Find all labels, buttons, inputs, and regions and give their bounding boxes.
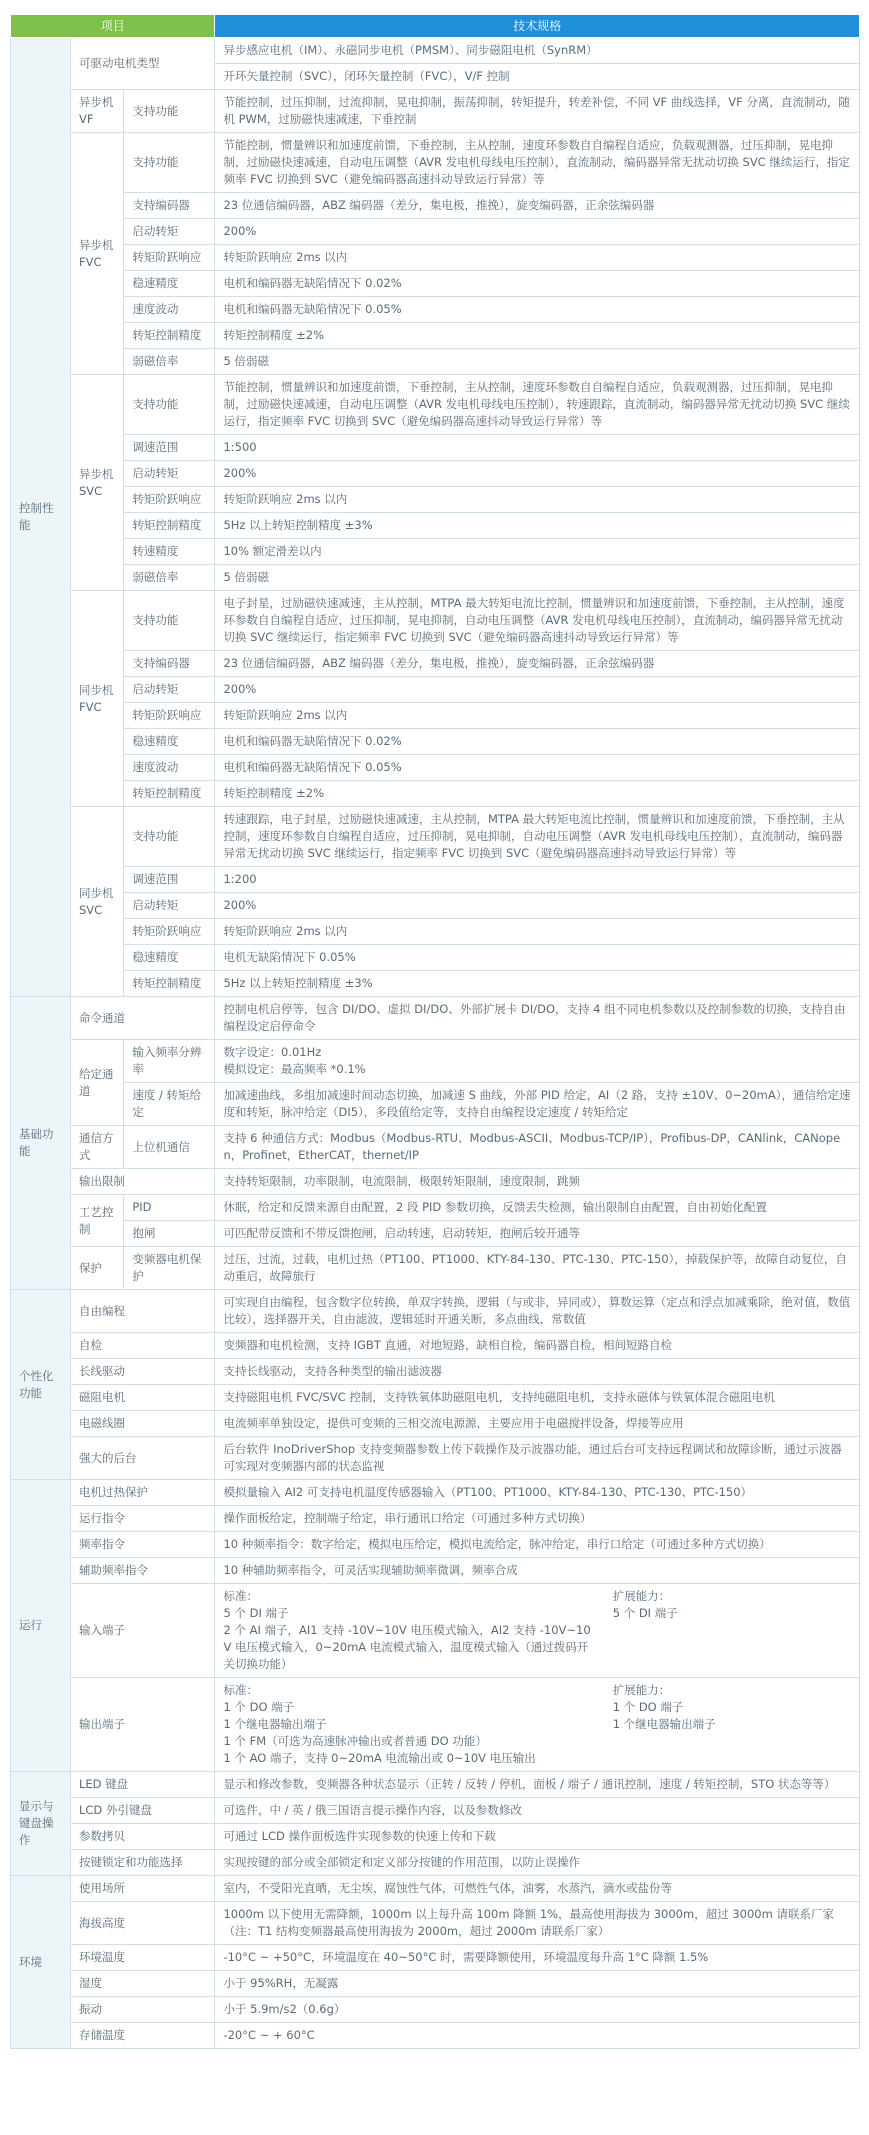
table-row: [11, 271, 860, 297]
table-header-row: [11, 15, 860, 38]
item-label: 稳速精度: [124, 729, 215, 755]
table-row: [11, 1333, 860, 1359]
item-label: 存储温度: [71, 2023, 215, 2049]
table-row: [11, 1411, 860, 1437]
item-value: -20°C ~ + 60°C: [215, 2023, 860, 2049]
item-value: 电子封星，过励磁快速减速，主从控制，MTPA 最大转矩电流比控制，惯量辨识和加速度前馈，下垂控制，主从控制，速度环参数自自编程自适应，过压抑制，晃电抑制，自动电压调整（AVR 发电机母线电压控制），直流制动，编码器异常无扰动切换 SVC 继续运行，指定频率 FVC 切换到 SVC（避免编码器高速抖动导致运行异常）等: [215, 591, 860, 651]
sub-group-label: 异步机 FVC: [71, 133, 124, 375]
item-value: 数字设定：0.01Hz 模拟设定：最高频率 *0.1%: [215, 1040, 860, 1083]
terminal-cell: [215, 1678, 859, 1771]
item-value: 过压，过流，过载，电机过热（PT100、PT1000、KTY-84-130、PTC-130、PTC-150），掉载保护等，故障自动复位，自动重启，故障旅行: [215, 1247, 860, 1290]
sub-group-label: 同步机 FVC: [71, 591, 124, 807]
item-label: 湿度: [71, 1971, 215, 1997]
item-label: 转矩阶跃响应: [124, 703, 215, 729]
table-row: [11, 1772, 860, 1798]
item-value: 支持磁阻电机 FVC/SVC 控制，支持铁氧体助磁阻电机，支持纯磁阻电机，支持永磁体与铁氧体混合磁阻电机: [215, 1385, 860, 1411]
item-label: 上位机通信: [124, 1126, 215, 1169]
item-label: LCD 外引键盘: [71, 1798, 215, 1824]
item-value: 5Hz 以上转矩控制精度 ±3%: [215, 513, 860, 539]
table-row: [11, 703, 860, 729]
table-row: [11, 38, 860, 64]
item-label: 参数拷贝: [71, 1824, 215, 1850]
table-row: [11, 1506, 860, 1532]
item-value: 模拟量输入 AI2 可支持电机温度传感器输入（PT100、PT1000、KTY-84-130、PTC-130、PTC-150）: [215, 1480, 860, 1506]
item-value: 电机和编码器无缺陷情况下 0.05%: [215, 297, 860, 323]
table-row: [11, 1040, 860, 1083]
table-row: [11, 893, 860, 919]
table-row: [11, 1850, 860, 1876]
table-row: [11, 2023, 860, 2049]
item-value: [215, 1584, 860, 1678]
item-value: 小于 5.9m/s2（0.6g）: [215, 1997, 860, 2023]
table-row: [11, 919, 860, 945]
item-value: 休眠，给定和反馈来源自由配置，2 段 PID 参数切换，反馈丢失检测，输出限制自由配置，自由初始化配置: [215, 1195, 860, 1221]
table-row: [11, 1126, 860, 1169]
item-label: 支持功能: [124, 591, 215, 651]
item-label: 稳速精度: [124, 945, 215, 971]
table-row: [11, 1083, 860, 1126]
table-row: [11, 1678, 860, 1772]
table-row: [11, 435, 860, 461]
extended-terminals: 扩展能力： 5 个 DI 端子: [612, 1589, 678, 1620]
item-label: 磁阻电机: [71, 1385, 215, 1411]
table-row: [11, 591, 860, 651]
table-row: [11, 1359, 860, 1385]
item-label: 弱磁倍率: [124, 565, 215, 591]
item-value: [215, 1678, 860, 1772]
table-row: [11, 245, 860, 271]
item-label: 支持功能: [124, 133, 215, 193]
item-label: 电机过热保护: [71, 1480, 215, 1506]
table-row: [11, 1824, 860, 1850]
table-row: [11, 755, 860, 781]
spec-body: [11, 38, 860, 2049]
item-value: 支持 6 种通信方式：Modbus（Modbus-RTU、Modbus-ASCII、Modbus-TCP/IP），Profibus-DP，CANlink，CANopen，Profinet，EtherCAT，thernet/IP: [215, 1126, 860, 1169]
group-label: 个性化功能: [11, 1290, 71, 1480]
group-label: 运行: [11, 1480, 71, 1772]
item-value: 转速跟踪，电子封星，过励磁快速减速，主从控制，MTPA 最大转矩电流比控制，惯量辨识和加速度前馈，下垂控制，主从控制，速度环参数自自编程自适应，过压抑制，晃电抑制，自动电压调整（AVR 发电机母线电压控制），直流制动，编码器异常无扰动切换 SVC 继续运行，指定频率 FVC 切换到 SVC（避免编码器高速抖动导致运行异常）等: [215, 807, 860, 867]
item-value: 可选件，中 / 英 / 俄三国语言提示操作内容，以及参数修改: [215, 1798, 860, 1824]
item-value: 电机和编码器无缺陷情况下 0.02%: [215, 729, 860, 755]
item-value: 1:200: [215, 867, 860, 893]
item-value: 室内，不受阳光直晒，无尘埃，腐蚀性气体，可燃性气体，油雾，水蒸汽，滴水或盐份等: [215, 1876, 860, 1902]
item-value: 转矩阶跃响应 2ms 以内: [215, 703, 860, 729]
item-value: 支持长线驱动，支持各种类型的输出滤波器: [215, 1359, 860, 1385]
table-row: [11, 539, 860, 565]
item-value: 后台软件 InoDriverShop 支持变频器参数上传下载操作及示波器功能，通过后台可支持远程调试和故障诊断，通过示波器可实现对变频器内部的状态监视: [215, 1437, 860, 1480]
table-row: [11, 1480, 860, 1506]
group-label: 显示与键盘操作: [11, 1772, 71, 1876]
item-value: 节能控制，过压抑制，过流抑制，晃电抑制，振荡抑制，转矩提升，转差补偿，不同 VF 曲线选择，VF 分离，直流制动，随机 PWM，过励磁快速减速，下垂控制: [215, 90, 860, 133]
table-row: [11, 1997, 860, 2023]
standard-terminals: 标准： 1 个 DO 端子 1 个继电器输出端子 1 个 FM（可选为高速脉冲输出或者普通 DO 功能） 1 个 AO 端子，支持 0~20mA 电流输出或 0~10V 电压输出: [223, 1683, 536, 1765]
table-row: [11, 1437, 860, 1480]
table-row: [11, 807, 860, 867]
item-value: 实现按键的部分或全部锁定和定义部分按键的作用范围，以防止误操作: [215, 1850, 860, 1876]
item-label: 自由编程: [71, 1290, 215, 1333]
item-value: 支持转矩限制，功率限制，电流限制，极限转矩限制，速度限制，跳频: [215, 1169, 860, 1195]
table-row: [11, 677, 860, 703]
item-value: 200%: [215, 677, 860, 703]
item-label: 输出限制: [71, 1169, 215, 1195]
item-value: 23 位通信编码器，ABZ 编码器（差分，集电极，推挽），旋变编码器，正余弦编码器: [215, 193, 860, 219]
item-value: 200%: [215, 893, 860, 919]
item-value: 开环矢量控制（SVC），闭环矢量控制（FVC），V/F 控制: [215, 64, 860, 90]
item-label: 启动转矩: [124, 461, 215, 487]
item-value: 转矩阶跃响应 2ms 以内: [215, 919, 860, 945]
item-value: 200%: [215, 461, 860, 487]
table-row: [11, 1385, 860, 1411]
sub-group-label: 给定通道: [71, 1040, 124, 1126]
table-row: [11, 1902, 860, 1945]
item-value: 转矩控制精度 ±2%: [215, 781, 860, 807]
item-value: 10 种频率指令：数字给定，模拟电压给定，模拟电流给定，脉冲给定，串行口给定（可通过多种方式切换）: [215, 1532, 860, 1558]
terminal-cell: [215, 1584, 859, 1677]
item-label: 转矩控制精度: [124, 513, 215, 539]
table-row: [11, 1247, 860, 1290]
item-value: 电机和编码器无缺陷情况下 0.05%: [215, 755, 860, 781]
sub-group-label: 通信方式: [71, 1126, 124, 1169]
item-value: 电机无缺陷情况下 0.05%: [215, 945, 860, 971]
item-label: 启动转矩: [124, 893, 215, 919]
item-value: 10 种辅助频率指令，可灵活实现辅助频率微调，频率合成: [215, 1558, 860, 1584]
item-value: 5 倍弱磁: [215, 565, 860, 591]
item-value: 节能控制，惯量辨识和加速度前馈，下垂控制，主从控制，速度环参数自自编程自适应，负载观测器，过压抑制，晃电抑制，过励磁快速减速，自动电压调整（AVR 发电机母线电压控制），直流制动，编码器异常无扰动切换 SVC 继续运行，指定频率 FVC 切换到 SVC（避免编码器高速抖动导致运行异常）等: [215, 133, 860, 193]
item-label: 振动: [71, 1997, 215, 2023]
item-value: 200%: [215, 219, 860, 245]
table-row: [11, 651, 860, 677]
item-label: 转速精度: [124, 539, 215, 565]
item-value: 操作面板给定，控制端子给定，串行通讯口给定（可通过多种方式切换）: [215, 1506, 860, 1532]
table-row: [11, 133, 860, 193]
item-label: PID: [124, 1195, 215, 1221]
item-value: -10°C ~ +50°C，环境温度在 40~50°C 时，需要降额使用，环境温度每升高 1°C 降额 1.5%: [215, 1945, 860, 1971]
item-value: 节能控制，惯量辨识和加速度前馈，下垂控制，主从控制，速度环参数自自编程自适应，负载观测器，过压抑制，晃电抑制，过励磁快速减速，自动电压调整（AVR 发电机母线电压控制），转速跟踪，直流制动，编码器异常无扰动切换 SVC 继续运行，指定频率 FVC 切换到 SVC（避免编码器高速抖动导致运行异常）等: [215, 375, 860, 435]
table-row: [11, 375, 860, 435]
spec-table: [10, 14, 860, 2049]
table-row: [11, 729, 860, 755]
item-label: 按键锁定和功能选择: [71, 1850, 215, 1876]
item-label: 调速范围: [124, 435, 215, 461]
table-row: [11, 781, 860, 807]
table-row: [11, 461, 860, 487]
table-row: [11, 1169, 860, 1195]
table-row: [11, 1876, 860, 1902]
item-value: 转矩阶跃响应 2ms 以内: [215, 487, 860, 513]
item-label: 转矩阶跃响应: [124, 245, 215, 271]
item-value: 异步感应电机（IM）、永磁同步电机（PMSM）、同步磁阻电机（SynRM）: [215, 38, 860, 64]
table-row: [11, 193, 860, 219]
table-row: [11, 487, 860, 513]
item-label: 长线驱动: [71, 1359, 215, 1385]
item-label: 强大的后台: [71, 1437, 215, 1480]
item-label: 支持功能: [124, 90, 215, 133]
item-value: 5 倍弱磁: [215, 349, 860, 375]
sub-group-label: 异步机 SVC: [71, 375, 124, 591]
item-value: 可实现自由编程，包含数字位转换，单双字转换，逻辑（与或非，异同或），算数运算（定点和浮点加减乘除，绝对值，数值比较），选择器开关，自由滤波，逻辑延时开通关断，多点曲线，常数值: [215, 1290, 860, 1333]
item-value: 转矩控制精度 ±2%: [215, 323, 860, 349]
item-label: 弱磁倍率: [124, 349, 215, 375]
table-row: [11, 1532, 860, 1558]
item-label: 支持编码器: [124, 651, 215, 677]
item-value: 小于 95%RH，无凝露: [215, 1971, 860, 1997]
item-value: 5Hz 以上转矩控制精度 ±3%: [215, 971, 860, 997]
sub-group-label: 异步机 VF: [71, 90, 124, 133]
table-row: [11, 997, 860, 1040]
item-value: 转矩阶跃响应 2ms 以内: [215, 245, 860, 271]
standard-terminals: 标准： 5 个 DI 端子 2 个 AI 端子，AI1 支持 -10V~10V 电压模式输入，AI2 支持 -10V~10V 电压模式输入，0~20mA 电流模式输入，温度模式输入（通过拨码开关切换功能）: [223, 1589, 591, 1671]
table-row: [11, 1971, 860, 1997]
item-label: 海拔高度: [71, 1902, 215, 1945]
item-label: 变频器电机保护: [124, 1247, 215, 1290]
header-item: 项目: [11, 15, 215, 38]
item-label: 输出端子: [71, 1678, 215, 1772]
item-label: 转矩控制精度: [124, 971, 215, 997]
item-label: 速度 / 转矩给定: [124, 1083, 215, 1126]
group-label: 环境: [11, 1876, 71, 2049]
item-value: 变频器和电机检测，支持 IGBT 直通，对地短路，缺相自检，编码器自检，相间短路自检: [215, 1333, 860, 1359]
table-row: [11, 945, 860, 971]
item-label: 支持编码器: [124, 193, 215, 219]
item-label: 调速范围: [124, 867, 215, 893]
item-label: 转矩控制精度: [124, 781, 215, 807]
item-label: LED 键盘: [71, 1772, 215, 1798]
sub-group-label: 同步机 SVC: [71, 807, 124, 997]
table-row: [11, 1558, 860, 1584]
item-label: 支持功能: [124, 807, 215, 867]
table-row: [11, 1584, 860, 1678]
table-row: [11, 1798, 860, 1824]
item-label: 启动转矩: [124, 219, 215, 245]
item-label: 抱闸: [124, 1221, 215, 1247]
item-label: 转矩阶跃响应: [124, 919, 215, 945]
item-label: 启动转矩: [124, 677, 215, 703]
table-row: [11, 323, 860, 349]
table-row: [11, 565, 860, 591]
item-value: 电流频率单独设定，提供可变频的三相交流电源源，主要应用于电磁搅拌设备，焊接等应用: [215, 1411, 860, 1437]
item-label: 环境温度: [71, 1945, 215, 1971]
item-value: 控制电机启停等，包含 DI/DO、虚拟 DI/DO、外部扩展卡 DI/DO，支持 4 组不同电机参数以及控制参数的切换，支持自由编程设定启停命令: [215, 997, 860, 1040]
item-label: 使用场所: [71, 1876, 215, 1902]
item-label: 电磁线圈: [71, 1411, 215, 1437]
item-label: 稳速精度: [124, 271, 215, 297]
group-label: 基础功能: [11, 997, 71, 1290]
header-spec: 技术规格: [215, 15, 860, 38]
table-row: [11, 513, 860, 539]
item-label: 运行指令: [71, 1506, 215, 1532]
item-value: 可匹配带反馈和不带反馈抱闸，启动转速，启动转矩，抱闸后较开通等: [215, 1221, 860, 1247]
item-value: 1000m 以下使用无需降额，1000m 以上每升高 100m 降额 1%，最高使用海拔为 3000m，超过 3000m 请联系厂家（注：T1 结构变频器最高使用海拔为 2000m，超过 2000m 请联系厂家）: [215, 1902, 860, 1945]
table-row: [11, 219, 860, 245]
item-label: 自检: [71, 1333, 215, 1359]
extended-terminals: 扩展能力： 1 个 DO 端子 1 个继电器输出端子: [612, 1683, 716, 1731]
group-label: 控制性能: [11, 38, 71, 997]
table-row: [11, 1221, 860, 1247]
item-value: 23 位通信编码器，ABZ 编码器（差分，集电极，推挽），旋变编码器，正余弦编码器: [215, 651, 860, 677]
item-label: 输入频率分辨率: [124, 1040, 215, 1083]
sub-group-label: 工艺控制: [71, 1195, 124, 1247]
item-value: 10% 额定滑差以内: [215, 539, 860, 565]
table-row: [11, 971, 860, 997]
item-label: 输入端子: [71, 1584, 215, 1678]
table-row: [11, 1195, 860, 1221]
table-row: [11, 349, 860, 375]
table-row: [11, 1945, 860, 1971]
item-value: 可通过 LCD 操作面板选件实现参数的快速上传和下载: [215, 1824, 860, 1850]
item-label: 转矩控制精度: [124, 323, 215, 349]
table-row: [11, 867, 860, 893]
item-label: 可驱动电机类型: [71, 38, 215, 90]
table-row: [11, 1290, 860, 1333]
item-value: 显示和修改参数，变频器各种状态显示（正转 / 反转 / 停机，面板 / 端子 / 通讯控制，速度 / 转矩控制，STO 状态等等）: [215, 1772, 860, 1798]
item-value: 1:500: [215, 435, 860, 461]
item-label: 转矩阶跃响应: [124, 487, 215, 513]
item-value: 电机和编码器无缺陷情况下 0.02%: [215, 271, 860, 297]
table-row: [11, 297, 860, 323]
item-label: 频率指令: [71, 1532, 215, 1558]
table-row: [11, 90, 860, 133]
item-value: 加减速曲线，多组加减速时间动态切换，加减速 S 曲线，外部 PID 给定，AI（2 路，支持 ±10V、0~20mA），通信给定速度和转矩，脉冲给定（DI5），多段值给定等，支持自由编程设定速度 / 转矩给定: [215, 1083, 860, 1126]
sub-group-label: 保护: [71, 1247, 124, 1290]
item-label: 速度波动: [124, 297, 215, 323]
item-label: 支持功能: [124, 375, 215, 435]
item-label: 速度波动: [124, 755, 215, 781]
item-label: 命令通道: [71, 997, 215, 1040]
item-label: 辅助频率指令: [71, 1558, 215, 1584]
